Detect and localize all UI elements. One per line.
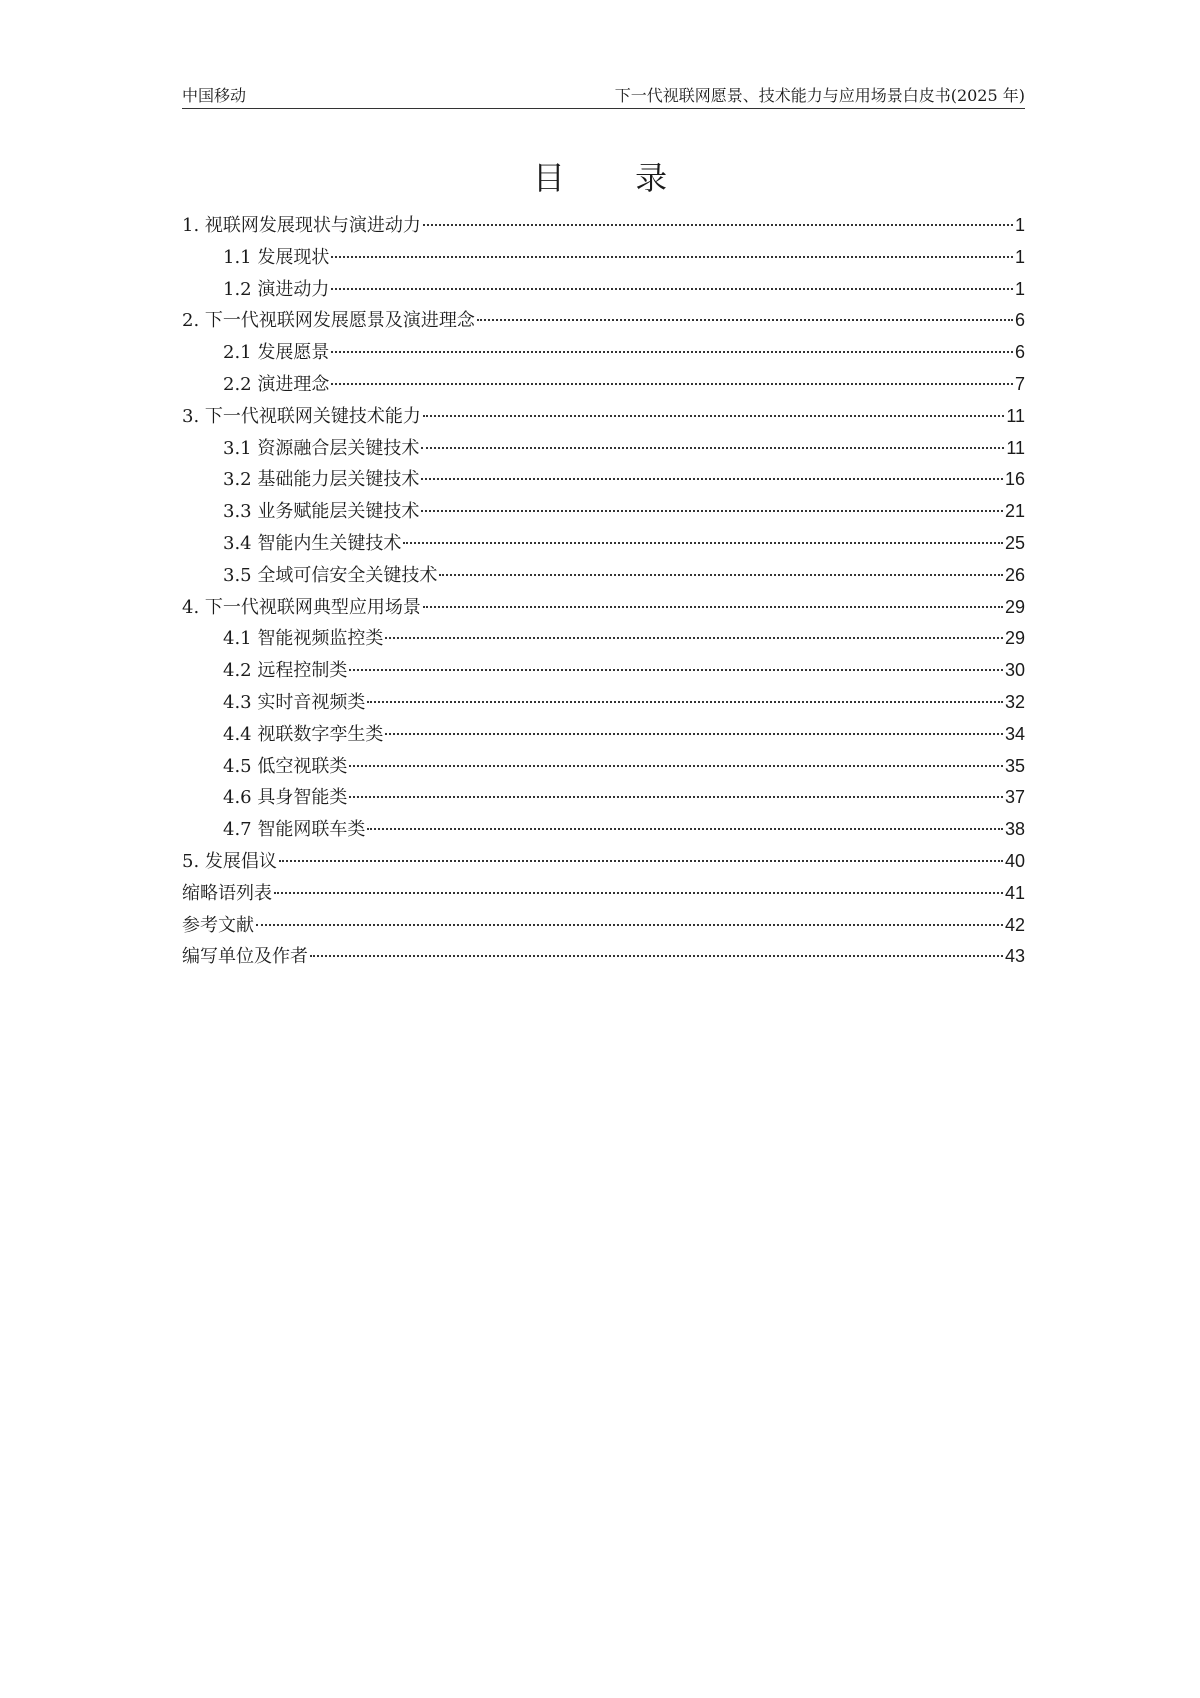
toc-entry-title: 智能网联车类: [257, 819, 366, 841]
toc-entry-page-number: 29: [1004, 628, 1025, 649]
toc-entry[interactable]: [182, 782, 1025, 814]
toc-entry[interactable]: [182, 210, 1025, 242]
toc-entry[interactable]: [182, 274, 1025, 306]
toc-dot-leader: [421, 510, 1003, 512]
toc-entry-page-number: 43: [1004, 946, 1025, 967]
toc-entry-page-number: 30: [1004, 660, 1025, 681]
toc-entry[interactable]: [182, 751, 1025, 783]
toc-entry-page-number: 41: [1004, 882, 1025, 903]
toc-entry[interactable]: [182, 496, 1025, 528]
toc-title: 目 录: [532, 159, 698, 197]
toc-entry-number: 3.: [182, 405, 205, 427]
toc-entry-page-number: 37: [1004, 787, 1025, 808]
toc-entry[interactable]: [182, 242, 1025, 274]
toc-entry-title: 智能视频监控类: [257, 628, 384, 650]
toc-entry-title: 实时音视频类: [257, 691, 366, 713]
toc-entry-page-number: 26: [1004, 564, 1025, 585]
toc-entry[interactable]: [182, 305, 1025, 337]
toc-dot-leader: [403, 542, 1003, 544]
toc-entry-title: 演进理念: [257, 373, 330, 395]
toc-entry-title: 发展倡议: [204, 850, 277, 872]
toc-entry-page-number: 1: [1014, 278, 1025, 299]
toc-entry-title: 业务赋能层关键技术: [257, 501, 420, 523]
toc-dot-leader: [385, 637, 1003, 639]
toc-entry[interactable]: [182, 464, 1025, 496]
toc-entry-number: 1.: [182, 215, 205, 236]
toc-dot-leader: [331, 383, 1013, 385]
toc-entry-number: 4.3: [223, 691, 258, 713]
header-document-title: 下一代视联网愿景、技术能力与应用场景白皮书(2025 年): [614, 86, 1025, 105]
toc-dot-leader: [423, 415, 1004, 417]
toc-dot-leader: [421, 478, 1003, 480]
toc-dot-leader: [349, 765, 1003, 767]
toc-entry[interactable]: [182, 814, 1025, 846]
toc-entry-number: 1.1: [223, 246, 258, 268]
toc-entry-number: 4.2: [223, 660, 258, 682]
toc-entry-number: 4.1: [223, 628, 258, 650]
toc-entry-page-number: 35: [1004, 755, 1025, 776]
toc-entry-page-number: 21: [1004, 501, 1025, 522]
toc-entry-number: 1.2: [223, 278, 258, 300]
toc-entry-number: 4.: [182, 596, 205, 618]
toc-entry[interactable]: [182, 592, 1025, 624]
toc-entry-page-number: 32: [1004, 691, 1025, 712]
toc-entry-number: 3.2: [223, 469, 258, 491]
page-header: [182, 86, 1025, 109]
toc-entry-number: 4.7: [223, 819, 258, 841]
toc-entry-number: 2.2: [223, 373, 258, 395]
toc-entry[interactable]: [182, 528, 1025, 560]
toc-entry-number: 5.: [182, 850, 205, 872]
toc-entry-title: 下一代视联网发展愿景及演进理念: [204, 310, 475, 332]
toc-dot-leader: [256, 924, 1003, 926]
toc-dot-leader: [331, 256, 1013, 258]
toc-entry-number: 4.6: [223, 787, 258, 809]
toc-entry-page-number: 29: [1004, 596, 1025, 617]
toc-entry[interactable]: [182, 910, 1025, 942]
toc-entry[interactable]: [182, 719, 1025, 751]
toc-dot-leader: [331, 351, 1013, 353]
toc-entry-title: 缩略语列表: [182, 882, 272, 904]
toc-entry-page-number: 16: [1004, 469, 1025, 490]
toc-entry[interactable]: [182, 560, 1025, 592]
toc-entry[interactable]: [182, 878, 1025, 910]
toc-entry-page-number: 11: [1006, 437, 1025, 458]
toc-entry[interactable]: [182, 369, 1025, 401]
toc-entry-title: 智能内生关键技术: [257, 532, 402, 554]
toc-dot-leader: [421, 447, 1004, 449]
toc-entry-title: 演进动力: [257, 278, 330, 300]
toc-entry-title: 视联网发展现状与演进动力: [204, 215, 421, 236]
toc-dot-leader: [367, 701, 1003, 703]
toc-entry[interactable]: [182, 337, 1025, 369]
toc-entry-title: 基础能力层关键技术: [257, 469, 420, 491]
toc-entry-title: 下一代视联网典型应用场景: [204, 596, 421, 618]
toc-dot-leader: [385, 733, 1003, 735]
toc-entry-title: 资源融合层关键技术: [257, 437, 420, 459]
toc-entry[interactable]: [182, 687, 1025, 719]
toc-entry-page-number: 1: [1014, 246, 1025, 267]
toc-entry-title: 发展愿景: [257, 342, 330, 364]
toc-dot-leader: [439, 574, 1003, 576]
toc-entry-title: 视联数字孪生类: [257, 723, 384, 745]
toc-entry-number: 3.5: [223, 564, 258, 586]
toc-dot-leader: [423, 224, 1013, 226]
toc-dot-leader: [310, 955, 1003, 957]
toc-entry-number: 2.1: [223, 342, 258, 364]
toc-dot-leader: [477, 319, 1013, 321]
toc-entry-number: 2.: [182, 310, 205, 332]
toc-entry-title: 发展现状: [257, 246, 330, 268]
toc-dot-leader: [349, 796, 1003, 798]
toc-dot-leader: [349, 669, 1003, 671]
toc-entry-page-number: 11: [1006, 405, 1025, 426]
toc-entry-page-number: 6: [1014, 342, 1025, 363]
toc-entry-page-number: 6: [1014, 310, 1025, 331]
toc-entry[interactable]: [182, 846, 1025, 878]
toc-entry[interactable]: [182, 401, 1025, 433]
toc-entry[interactable]: [182, 623, 1025, 655]
toc-dot-leader: [331, 288, 1013, 290]
toc-entry-number: 4.4: [223, 723, 258, 745]
toc-entry-number: 3.4: [223, 532, 258, 554]
toc-entry-title: 全域可信安全关键技术: [257, 564, 438, 586]
toc-entry-title: 编写单位及作者: [182, 946, 308, 968]
toc-entry-page-number: 42: [1004, 914, 1025, 935]
header-organization: 中国移动: [182, 86, 247, 105]
table-of-contents: [182, 210, 1025, 973]
toc-dot-leader: [274, 892, 1003, 894]
toc-entry[interactable]: [182, 941, 1025, 973]
toc-dot-leader: [279, 860, 1003, 862]
toc-entry-title: 参考文献: [182, 914, 254, 936]
toc-dot-leader: [367, 828, 1003, 830]
toc-entry-page-number: 38: [1004, 819, 1025, 840]
toc-entry-page-number: 1: [1014, 215, 1025, 235]
toc-entry-title: 远程控制类: [257, 660, 348, 682]
toc-entry-number: 4.5: [223, 755, 258, 777]
toc-entry-page-number: 40: [1004, 850, 1025, 871]
toc-entry-number: 3.3: [223, 501, 258, 523]
toc-entry-title: 下一代视联网关键技术能力: [204, 405, 421, 427]
toc-entry-title: 具身智能类: [257, 787, 348, 809]
toc-entry[interactable]: [182, 655, 1025, 687]
toc-entry-page-number: 34: [1004, 723, 1025, 744]
toc-entry[interactable]: [182, 433, 1025, 465]
toc-dot-leader: [423, 606, 1003, 608]
toc-entry-page-number: 7: [1014, 373, 1025, 394]
toc-entry-title: 低空视联类: [257, 755, 348, 777]
toc-entry-page-number: 25: [1004, 532, 1025, 553]
toc-entry-number: 3.1: [223, 437, 258, 459]
